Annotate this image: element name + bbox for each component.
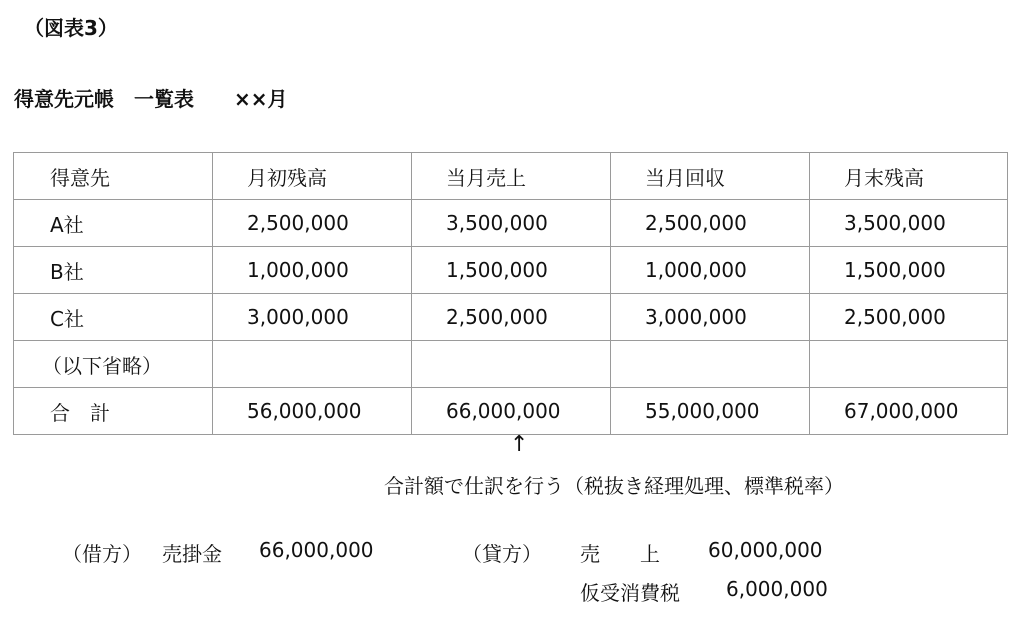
column-header-closing-balance: 月末残高 xyxy=(810,153,1008,200)
table-cell-total-label: 合 計 xyxy=(14,388,213,435)
column-header-customer: 得意先 xyxy=(14,153,213,200)
table-total-row xyxy=(14,388,1008,435)
table-cell: 3,500,000 xyxy=(412,200,611,247)
up-arrow-icon: ↑ xyxy=(510,432,529,457)
table-cell-total: 56,000,000 xyxy=(213,388,412,435)
debit-label: （借方） xyxy=(62,542,142,566)
page-title: 得意先元帳 一覧表 ××月 xyxy=(14,87,288,111)
column-header-opening-balance: 月初残高 xyxy=(213,153,412,200)
table-cell-total: 67,000,000 xyxy=(810,388,1008,435)
table-cell: 3,000,000 xyxy=(611,294,810,341)
credit-label: （貸方） xyxy=(462,542,542,566)
table-row xyxy=(14,247,1008,294)
credit-account: 売 上 xyxy=(580,542,660,566)
table-cell-total: 55,000,000 xyxy=(611,388,810,435)
credit-amount: 60,000,000 xyxy=(708,538,823,562)
table-cell: 2,500,000 xyxy=(611,200,810,247)
column-header-monthly-sales: 当月売上 xyxy=(412,153,611,200)
table-cell: 1,000,000 xyxy=(611,247,810,294)
table-cell: 2,500,000 xyxy=(810,294,1008,341)
column-header-monthly-collection: 当月回収 xyxy=(611,153,810,200)
table-cell-omitted-note: （以下省略） xyxy=(14,341,213,388)
table-cell: 2,500,000 xyxy=(213,200,412,247)
credit-account: 仮受消費税 xyxy=(580,581,680,605)
debit-account: 売掛金 xyxy=(162,542,222,566)
table-row-omitted xyxy=(14,341,1008,388)
table-row xyxy=(14,294,1008,341)
credit-amount: 6,000,000 xyxy=(726,577,828,601)
table-cell: 3,000,000 xyxy=(213,294,412,341)
ledger-summary-table xyxy=(13,152,1008,435)
table-cell: 3,500,000 xyxy=(810,200,1008,247)
table-cell-total: 66,000,000 xyxy=(412,388,611,435)
journal-note: 合計額で仕訳を行う（税抜き経理処理、標準税率） xyxy=(384,474,844,498)
debit-amount: 66,000,000 xyxy=(259,538,374,562)
table-cell: 2,500,000 xyxy=(412,294,611,341)
table-cell xyxy=(611,341,810,388)
table-cell-customer: C社 xyxy=(14,294,213,341)
table-row xyxy=(14,200,1008,247)
table-cell: 1,500,000 xyxy=(810,247,1008,294)
table-cell xyxy=(213,341,412,388)
figure-label: （図表3） xyxy=(24,16,118,40)
table-cell: 1,000,000 xyxy=(213,247,412,294)
table-cell xyxy=(412,341,611,388)
table-cell: 1,500,000 xyxy=(412,247,611,294)
table-cell-customer: B社 xyxy=(14,247,213,294)
table-cell xyxy=(810,341,1008,388)
table-cell-customer: A社 xyxy=(14,200,213,247)
table-header-row xyxy=(14,153,1008,200)
